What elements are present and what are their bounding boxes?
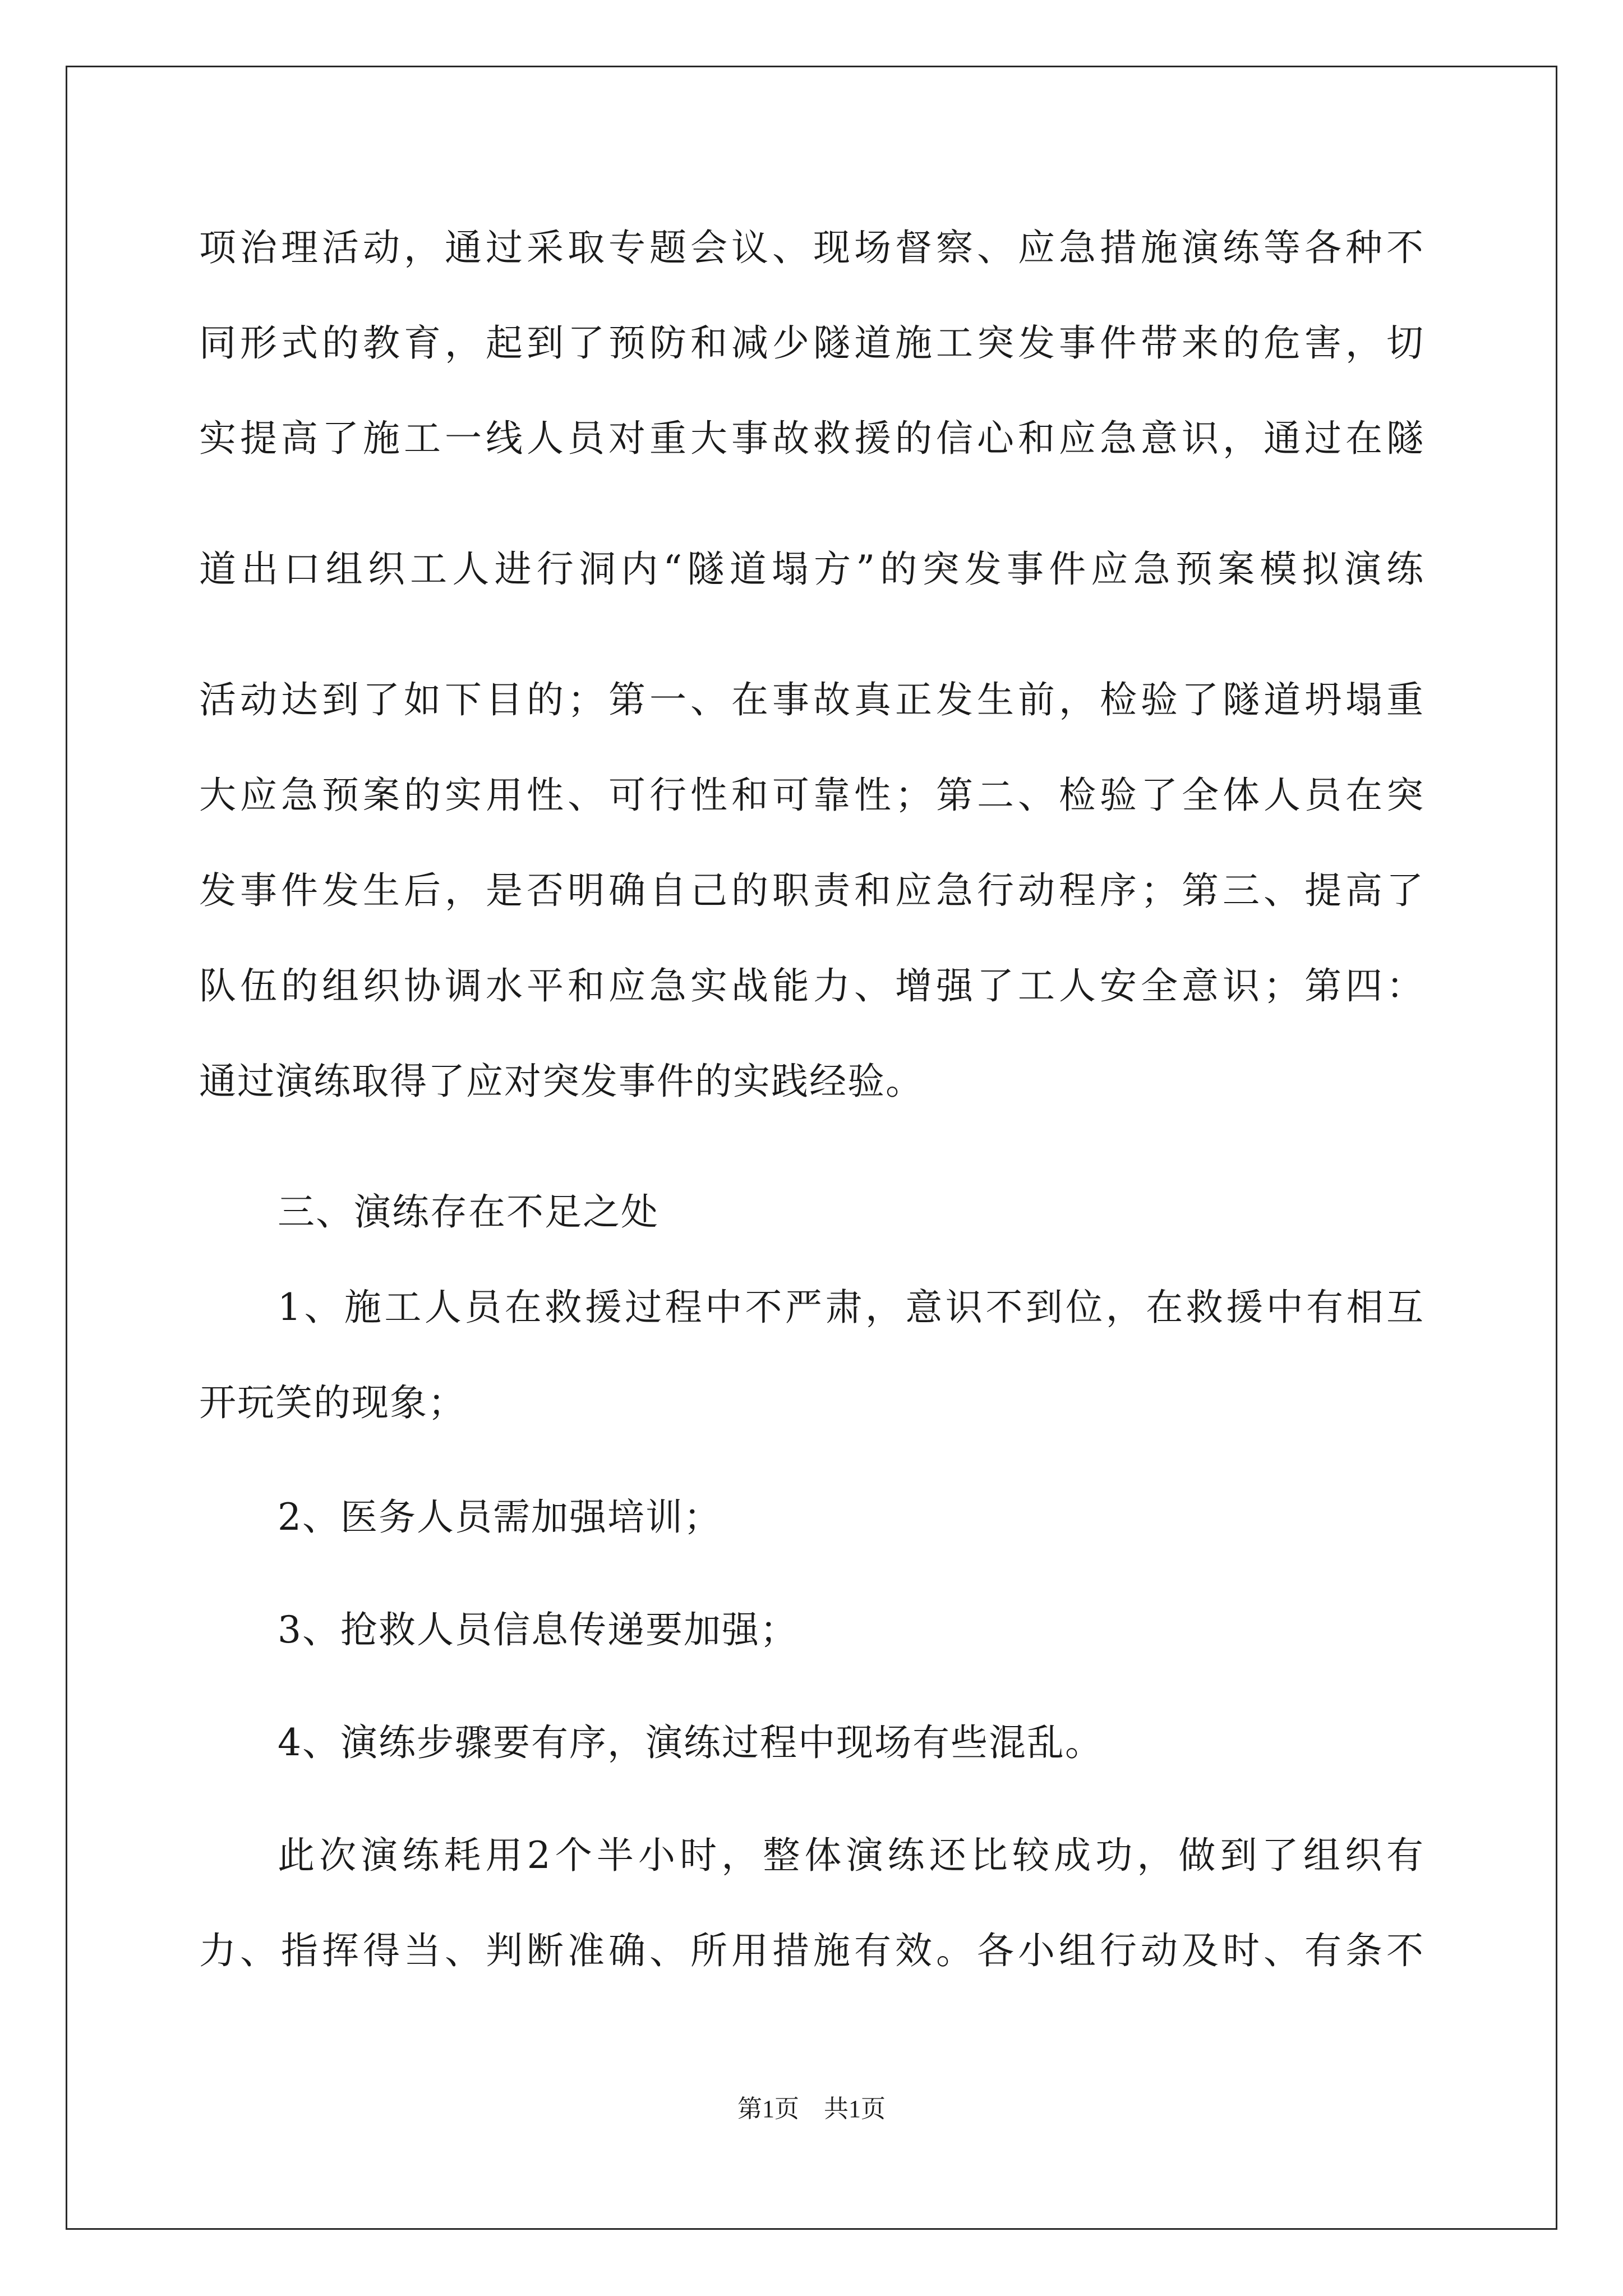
list-item-3: 3、抢救人员信息传递要加强； — [278, 1608, 798, 1651]
body-line-9: 通过演练取得了应对突发事件的实践经验。 — [199, 1060, 924, 1103]
closing-paragraph-line-1: 此次演练耗用2个半小时，整体演练还比较成功，做到了组织有 — [278, 1834, 1424, 1877]
body-line-2: 同形式的教育，起到了预防和减少隧道施工突发事件带来的危害，切 — [199, 321, 1424, 365]
section-heading: 三、演练存在不足之处 — [278, 1190, 659, 1234]
closing-paragraph-line-2: 力、指挥得当、判断准确、所用措施有效。各小组行动及时、有条不 — [199, 1929, 1424, 1972]
list-item-4: 4、演练步骤要有序，演练过程中现场有些混乱。 — [278, 1721, 1103, 1764]
body-line-6: 大应急预案的实用性、可行性和可靠性；第二、检验了全体人员在突 — [199, 774, 1424, 817]
body-line-8: 队伍的组织协调水平和应急实战能力、增强了工人安全意识；第四： — [199, 964, 1424, 1007]
body-line-4: 道出口组织工人进行洞内“隧道塌方”的突发事件应急预案模拟演练 — [199, 547, 1424, 591]
body-line-1: 项治理活动，通过采取专题会议、现场督察、应急措施演练等各种不 — [199, 226, 1424, 269]
list-item-2: 2、医务人员需加强培训； — [278, 1496, 722, 1539]
body-line-7: 发事件发生后，是否明确自己的职责和应急行动程序；第三、提高了 — [199, 869, 1424, 912]
page-footer: 第1页 共1页 — [737, 2095, 886, 2123]
page-border — [66, 66, 1557, 2230]
list-item-1: 1、施工人员在救援过程中不严肃，意识不到位，在救援中有相互 — [278, 1286, 1424, 1329]
body-line-5: 活动达到了如下目的；第一、在事故真正发生前，检验了隧道坍塌重 — [199, 678, 1424, 721]
list-item-1-cont: 开玩笑的现象； — [199, 1381, 466, 1424]
body-line-3: 实提高了施工一线人员对重大事故救援的信心和应急意识，通过在隧 — [199, 417, 1424, 460]
